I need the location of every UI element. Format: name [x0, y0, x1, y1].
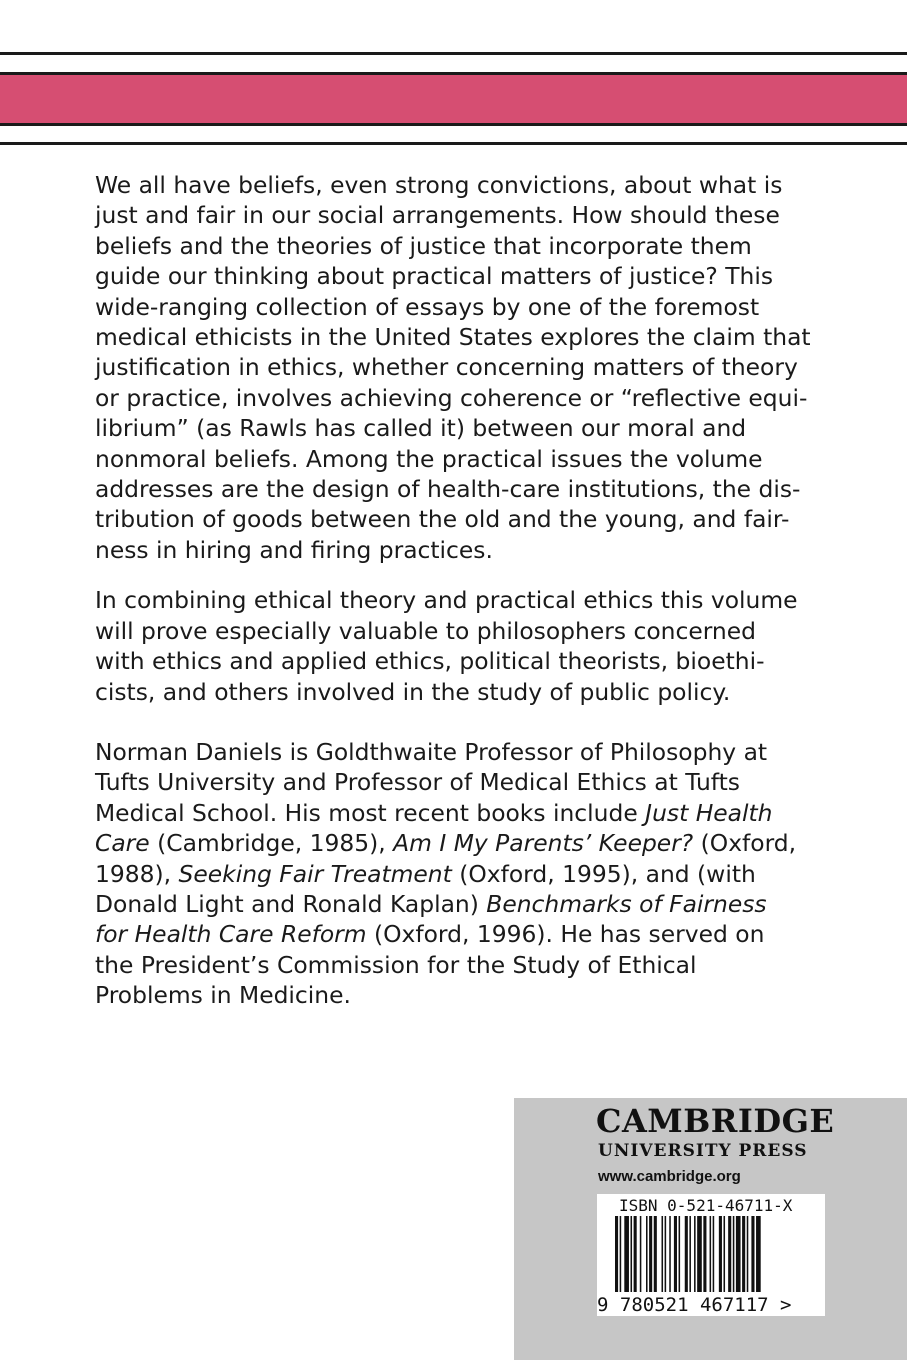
isbn-label: ISBN 0-521-46711-X [619, 1196, 793, 1215]
blurb-paragraph-2: In combining ethical theory and practical ethics this volume will prove especially valuable to philosophers concerned with ethics and applied ethics, political theorists, bioethi- cists, and others involved in the study of public policy. [95, 586, 798, 706]
barcode-bar [654, 1216, 657, 1292]
top-rule [0, 52, 907, 55]
barcode-bar [662, 1216, 664, 1292]
barcode-bar [624, 1216, 629, 1292]
publisher-name: CAMBRIDGE [596, 1102, 835, 1140]
barcode-area [597, 1194, 825, 1316]
barcode-bar [724, 1216, 726, 1292]
barcode-bar [665, 1216, 667, 1292]
barcode-bar [694, 1216, 696, 1292]
barcode-bar [719, 1216, 722, 1292]
barcode-bar [703, 1216, 706, 1292]
barcode-bar [615, 1216, 618, 1292]
barcode-bar [674, 1216, 677, 1292]
barcode-bar [689, 1216, 691, 1292]
book-title-just-health-care: Just Health Care [95, 798, 773, 858]
barcode-bar [728, 1216, 731, 1292]
barcode-bar [751, 1216, 754, 1292]
publisher-subtitle: UNIVERSITY PRESS [598, 1141, 808, 1161]
barcode-bar [620, 1216, 622, 1292]
barcode-bar [649, 1216, 652, 1292]
barcode-number: 9 780521 467117 > [597, 1294, 792, 1316]
barcode-icon [597, 1216, 825, 1294]
barcode-bar [669, 1216, 671, 1292]
barcode-bar [631, 1216, 633, 1292]
band-bottom-rule [0, 123, 907, 126]
bio-text-3: (Oxford, 1988), [95, 829, 797, 888]
barcode-bar [646, 1216, 648, 1292]
barcode-bar [742, 1216, 745, 1292]
barcode-bar [733, 1216, 735, 1292]
barcode-bar [685, 1216, 688, 1292]
barcode-bar [736, 1216, 741, 1292]
publisher-box [514, 1098, 907, 1360]
color-band [0, 75, 907, 123]
book-title-parents-keeper: Am I My Parents’ Keeper? [393, 829, 694, 858]
barcode-bar [710, 1216, 712, 1292]
barcode-bar [634, 1216, 637, 1292]
barcode-bar [697, 1216, 702, 1292]
publisher-url: www.cambridge.org [598, 1168, 741, 1185]
barcode-bar [713, 1216, 715, 1292]
bio-text-5: (Oxford, 1996). He has served on the President’s Commission for the Study of Ethical Problems in Medicine. [95, 920, 765, 1010]
blurb-text [95, 170, 815, 1031]
barcode-bar [756, 1216, 761, 1292]
barcode-bar [679, 1216, 681, 1292]
bio-text-4: (Oxford, 1995), and (with Donald Light and Ronald Kaplan) [95, 859, 756, 918]
bio-text-1: Norman Daniels is Goldthwaite Professor of Philosophy at Tufts University and Professor of Medical Ethics at Tufts Medical School. His most recent books include [95, 737, 768, 827]
bio-text-2: (Cambridge, 1985), [149, 829, 394, 858]
author-bio [95, 737, 815, 1011]
barcode-bar [747, 1216, 749, 1292]
book-title-seeking-fair-treatment: Seeking Fair Treatment [178, 859, 452, 888]
lower-rule [0, 142, 907, 145]
blurb-paragraph-1: We all have beliefs, even strong convictions, about what is just and fair in our social arrangements. How should these beliefs and the theories of justice that incorporate them guide our thinking about practical matters of justice? This wide-ranging collection of essays by one of the foremost medical ethicists in the United States explores the claim that justification in ethics, whether concerning matters of theory or practice, involves achieving coherence or “reflective equi- librium” (as Rawls has called it) between our moral and nonmoral beliefs. Among the practical issues the volume addresses are the design of health-care institutions, the dis- tribution of goods between the old and the young, and fair- ness in hiring and firing practices. [95, 171, 811, 564]
barcode-bar [640, 1216, 642, 1292]
book-title-benchmarks: Benchmarks of Fairness for Health Care Reform [95, 889, 767, 949]
